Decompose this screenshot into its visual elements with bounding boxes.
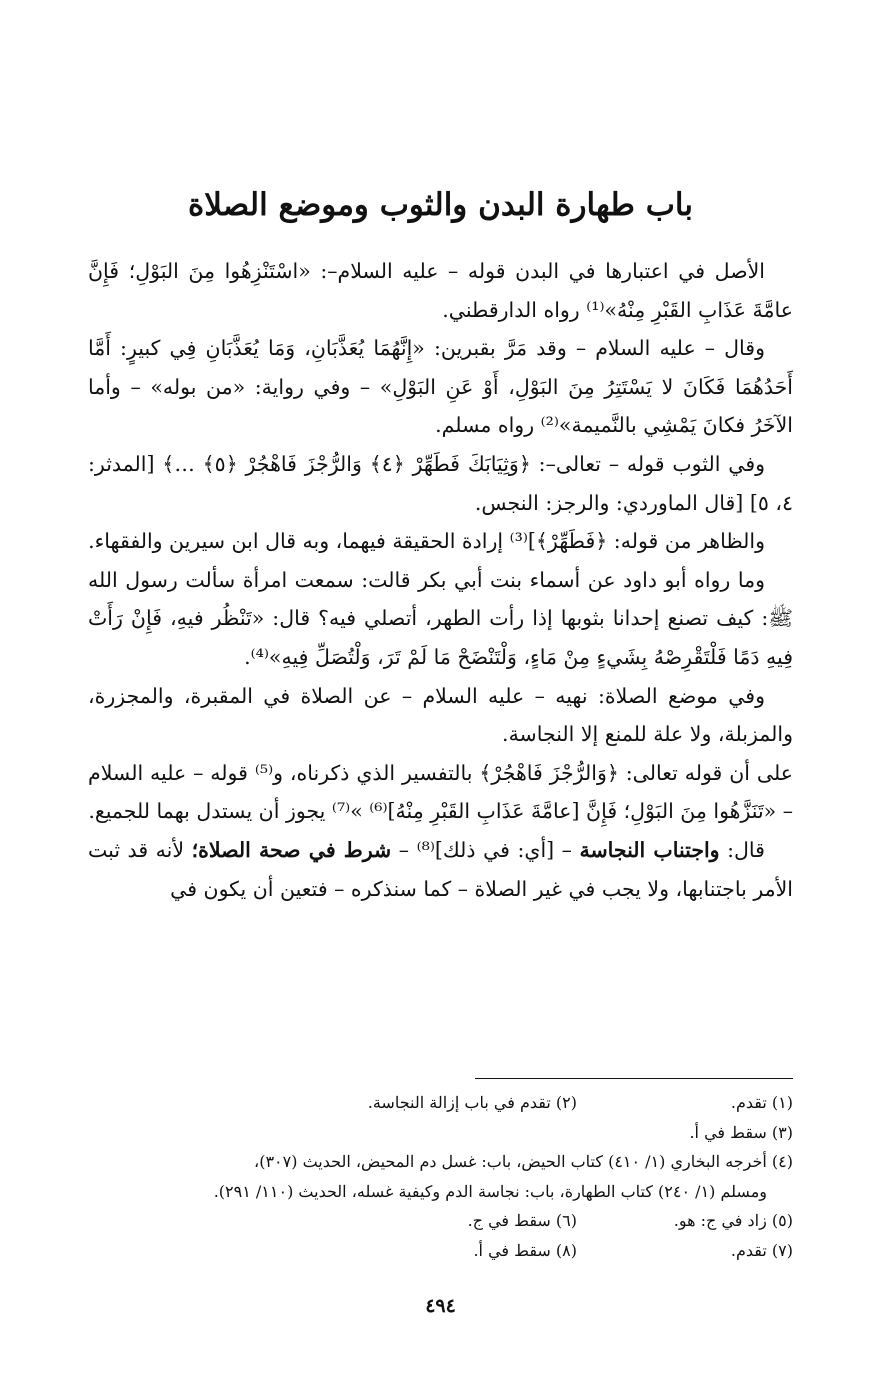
matn-phrase-1: واجتناب النجاسة: [579, 837, 720, 862]
footnote-7: (٧) تقدم.: [730, 1240, 793, 1260]
footnote-8: (٨) سقط في أ.: [473, 1240, 577, 1260]
footnote-5: (٥) زاد في ج: هو.: [673, 1211, 793, 1230]
paragraph-8: [88, 831, 793, 908]
paragraph-6: وفي موضع الصلاة: نهيه – عليه السلام – عن الصلاة في المقبرة، والمجزرة، والمزبلة، ولا علة للمنع إلا النجاسة.: [88, 683, 793, 747]
footnote-2: (٢) تقدم في باب إزالة النجاسة.: [367, 1093, 577, 1112]
paragraph-8-rest: لأنه قد ثبت الأمر باجتنابها، ولا يجب في غير الصلاة – كما سنذكره – فتعين أن يكون في: [88, 837, 793, 901]
footnote-divider: [475, 1078, 793, 1079]
footnote-1: (١) تقدم.: [730, 1093, 793, 1112]
chapter-title: باب طهارة البدن والثوب وموضع الصلاة: [188, 187, 693, 223]
footnote-row-5: [88, 1236, 793, 1266]
footnote-3: (٣) سقط في أ.: [689, 1122, 793, 1142]
paragraph-7: على أن قوله تعالى: ﴿وَالرُّجْزَ فَاهْجُرْ﴾ بالتفسير الذي ذكرناه، و⁽⁵⁾ قوله – عليه السلام – «تَنَزَّهُوا مِنَ البَوْلِ؛ فَإِنَّ [عامَّةَ عَذَابِ القَبْرِ مِنْهُ]⁽⁶⁾ »⁽⁷⁾ يجوز أن يستدل بهما للجميع.: [88, 760, 794, 824]
page-number: ٤٩٤: [425, 1295, 456, 1317]
footnote-row-2: [88, 1118, 793, 1148]
footnote-6: (٦) سقط في ج.: [467, 1211, 577, 1230]
paragraph-5: وما رواه أبو داود عن أسماء بنت أبي بكر قالت: سمعت امرأة سألت رسول الله ﷺ: كيف تصنع إحدانا بثوبها إذا رأت الطهر، أتصلي فيه؟ قال: «تَنْظُر فيهِ، فَإِنْ رَأَتْ فِيهِ دَمًا فَلْتَقْرِصْهُ بِشَيءٍ مِنْ مَاءٍ، وَلْتَنْضَحْ مَا لَمْ تَرَ، وَلْتُصَلِّ فِيهِ»⁽⁴⁾.: [88, 567, 793, 669]
footnotes: [88, 1088, 793, 1265]
main-text: [88, 252, 793, 908]
footnote-row-3: [88, 1147, 793, 1177]
footnote-row-1: [88, 1088, 793, 1118]
book-page: [88, 0, 793, 1373]
paragraph-2: وقال – عليه السلام – وقد مَرَّ بقبرين: «إِنَّهُمَا يُعَذَّبَانِ، وَمَا يُعَذَّبَانِ فِي كبيرٍ: أَمَّا أَحَدُهُمَا فَكَانَ لا يَسْتَتِرُ مِنَ البَوْلِ، أَوْ عَنِ البَوْلِ» – وفي رواية: «من بوله» – وأما الآخَرُ فكانَ يَمْشِي بالنَّميمة»⁽²⁾ رواه مسلم.: [88, 336, 793, 438]
paragraph-3: وفي الثوب قوله – تعالى–: ﴿وَثِيَابَكَ فَطَهِّرْ ﴿٤﴾ وَالرُّجْزَ فَاهْجُرْ ﴿٥﴾ …﴾ [المدثر: ٤، ٥] [قال الماوردي: والرجز: النجس.: [88, 451, 793, 515]
footnote-row-4: [88, 1206, 793, 1236]
matn-phrase-2: شرط في صحة الصلاة؛: [191, 837, 392, 862]
paragraph-8-mid: – [أي: في ذلك]⁽⁸⁾ –: [391, 837, 580, 862]
paragraph-1: الأصل في اعتبارها في البدن قوله – عليه السلام–: «اسْتَنْزِهُوا مِنَ البَوْلِ؛ فَإِنَّ عامَّةَ عَذَابِ القَبْرِ مِنْهُ»⁽¹⁾ رواه الدارقطني.: [88, 259, 793, 322]
paragraph-4: والظاهر من قوله: ﴿فَطَهِّرْ﴾]⁽³⁾ إرادة الحقيقة فيهما، وبه قال ابن سيرين والفقهاء.: [88, 529, 765, 554]
paragraph-8-lead: قال:: [719, 837, 765, 862]
footnote-4: (٤) أخرجه البخاري (١/ ٤١٠) كتاب الحيض، باب: غسل دم المحيض، الحديث (٣٠٧)،: [254, 1152, 793, 1171]
footnote-4-continued: ومسلم (١/ ٢٤٠) كتاب الطهارة، باب: نجاسة الدم وكيفية غسله، الحديث (١١٠/ ٢٩١).: [213, 1181, 767, 1201]
